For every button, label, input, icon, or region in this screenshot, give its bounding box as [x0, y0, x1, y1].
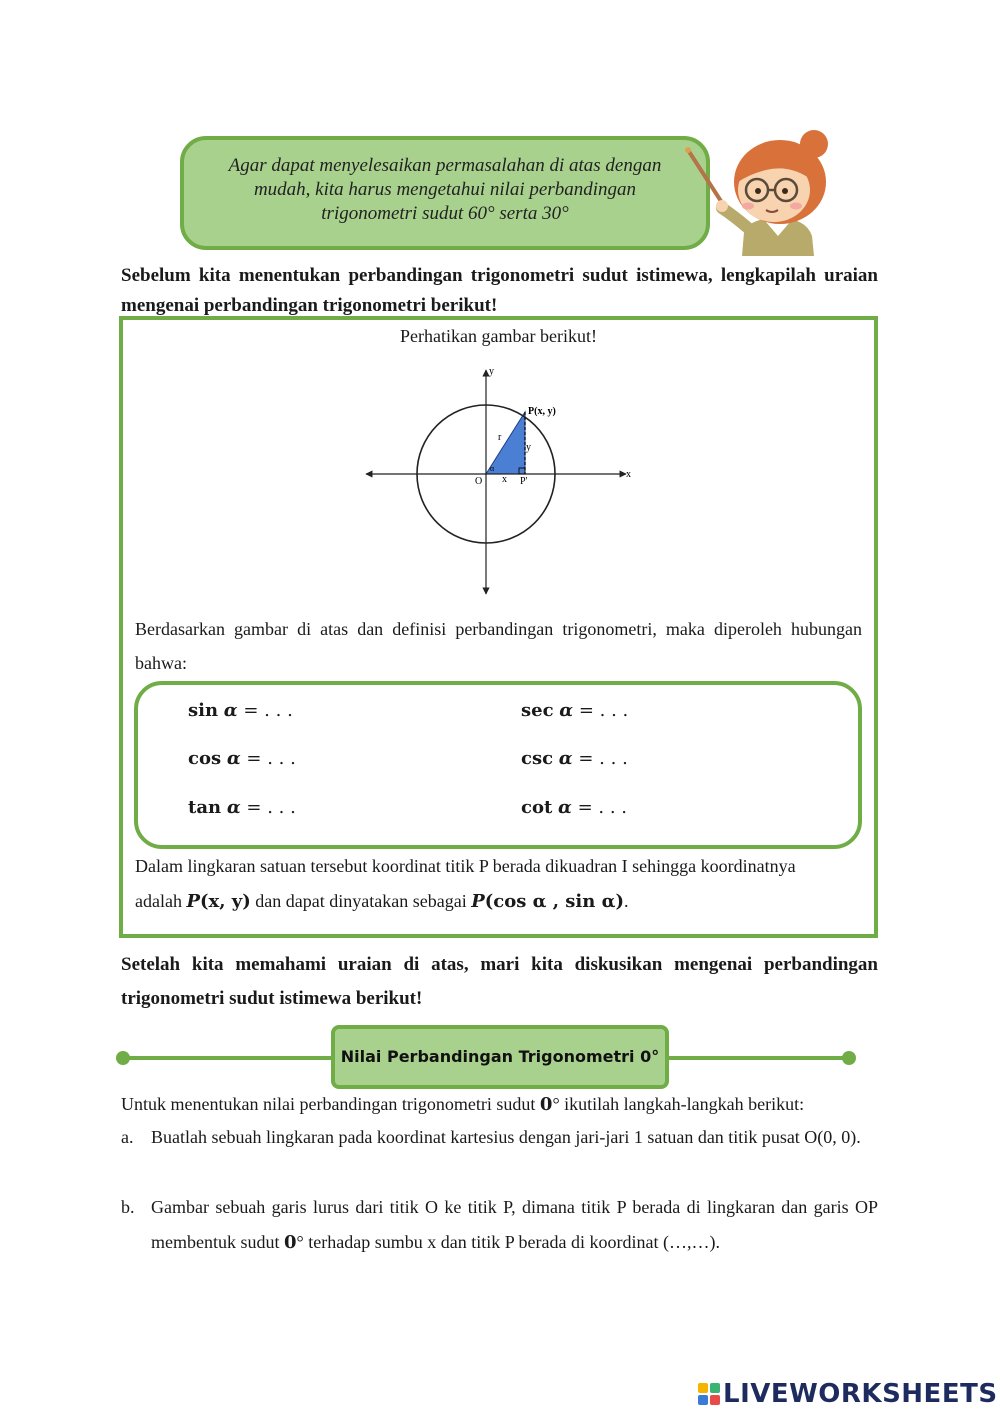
steps-intro: Untuk menentukan nilai perbandingan trigonometri sudut 0° ikutilah langkah-langkah berikut: — [121, 1094, 805, 1115]
step-a-letter: a. — [121, 1127, 134, 1147]
label-origin: O — [475, 476, 483, 487]
formula-tan: tan α = . . . — [188, 797, 296, 818]
formula-cot: cot α = . . . — [521, 797, 628, 818]
discussion-text: Setelah kita memahami uraian di atas, mari kita diskusikan mengenai perbandingan trigonometri sudut istimewa berikut! — [121, 954, 878, 1009]
label-angle: α — [490, 464, 495, 473]
unit-circle-text-line1: Dalam lingkaran satuan tersebut koordinat titik P berada dikuadran I sehingga koordinatnya — [135, 856, 796, 876]
label-radius: r — [498, 432, 502, 443]
relation-text: Berdasarkan gambar di atas dan definisi perbandingan trigonometri, maka diperoleh hubungan bahwa: — [135, 619, 862, 673]
logo-text: LIVEWORKSHEETS — [723, 1379, 998, 1409]
banner-dot-right — [842, 1051, 856, 1065]
figure-title: Perhatikan gambar berikut! — [400, 326, 597, 346]
formula-sec: sec α = . . . — [521, 700, 629, 721]
label-point-p: P(x, y) — [528, 406, 556, 417]
formula-sin: sin α = . . . — [188, 700, 293, 721]
liveworksheets-logo — [698, 1377, 998, 1411]
label-foot: P' — [520, 476, 528, 487]
step-b-text: Gambar sebuah garis lurus dari titik O ke titik P, dimana titik P berada di lingkaran dan garis OP membentuk sudut 0° terhadap sumbu x dan titik P berada di koordinat (…,…). — [151, 1197, 878, 1253]
logo-mark-icon — [698, 1383, 720, 1405]
step-b-letter: b. — [121, 1197, 135, 1217]
formula-cos: cos α = . . . — [188, 748, 296, 769]
label-side-y: y — [526, 442, 531, 453]
label-y-axis: y — [489, 366, 494, 377]
label-x-axis: x — [626, 469, 631, 480]
label-side-x: x — [502, 474, 507, 485]
section-banner: Nilai Perbandingan Trigonometri 0° — [331, 1025, 669, 1089]
step-a-text: Buatlah sebuah lingkaran pada koordinat kartesius dengan jari-jari 1 satuan dan titik pusat O(0, 0). — [151, 1127, 861, 1147]
unit-circle-text-line2: adalah P(x, y) dan dapat dinyatakan sebagai P(cos α , sin α). — [135, 891, 629, 912]
banner-dot-left — [116, 1051, 130, 1065]
unit-circle-figure — [360, 362, 640, 600]
intro-callout — [180, 136, 710, 250]
callout-text: Agar dapat menyelesaikan permasalahan di atas dengan mudah, kita harus mengetahui nilai perbandingan trigonometri sudut 60° serta 30° — [228, 155, 662, 224]
formula-csc: csc α = . . . — [521, 748, 628, 769]
teacher-illustration — [682, 124, 832, 256]
intro-instruction: Sebelum kita menentukan perbandingan trigonometri sudut istimewa, lengkapilah uraian mengenai perbandingan trigonometri berikut! — [121, 265, 878, 316]
